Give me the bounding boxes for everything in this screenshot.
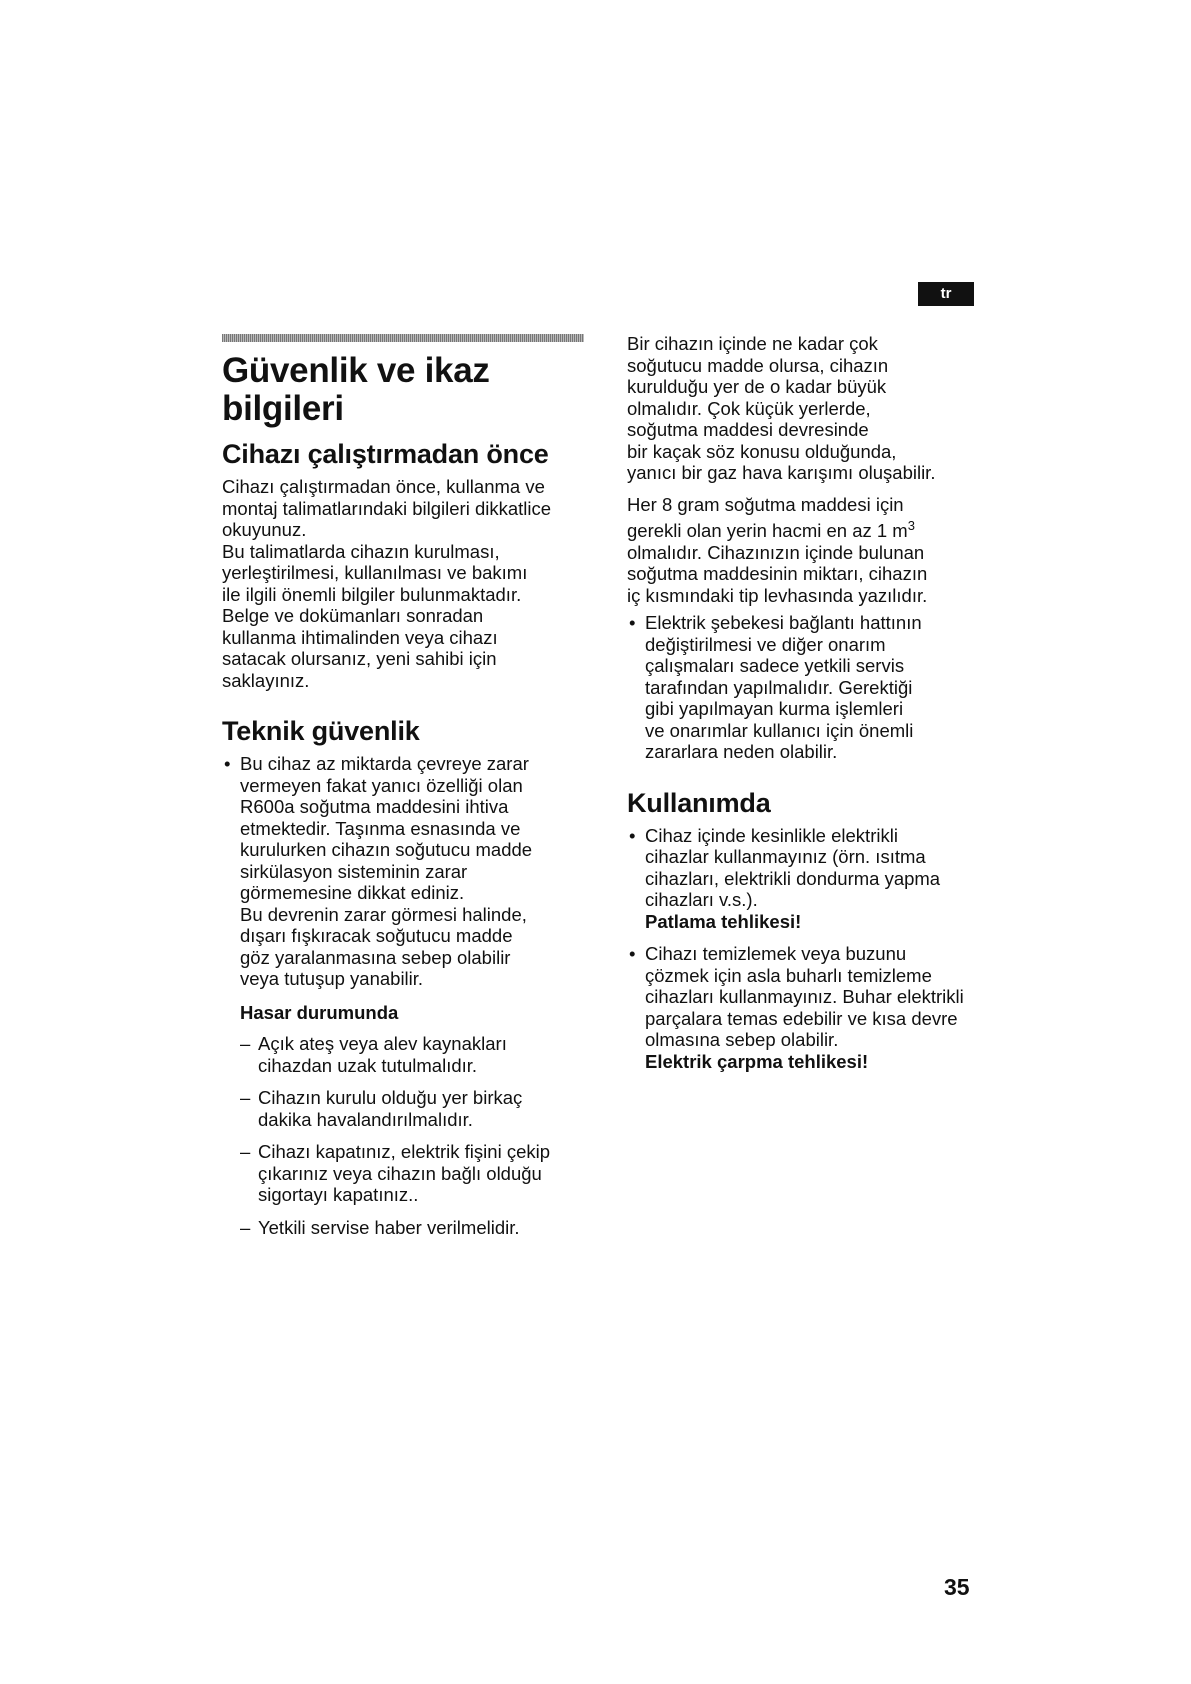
cubic-superscript: 3 (907, 518, 915, 533)
list-item: • Elektrik şebekesi bağlantı hattının değiştirilmesi ve diğer onarım çalışmaları sadece yetkili servis tarafından yapılmalıdır. Gerektiği gibi yapılmayan kurma işlemleri ve onarımlar kullanıcı için önemli zararlara neden olabilir. (627, 612, 992, 763)
list-item: – Açık ateş veya alev kaynakları cihazdan uzak tutulmalıdır. (240, 1033, 592, 1076)
title-rule (222, 334, 584, 342)
damage-subheading: Hasar durumunda (240, 1001, 399, 1023)
list-item-text: Cihazı temizlemek veya buzunu çözmek için asla buharlı temizleme cihazları kullanmayınız. Buhar elektrikli parçalara temas edebilir ve kısa devre olmasına sebep olabilir. (645, 943, 964, 1051)
explosion-warning: Patlama tehlikesi! (645, 910, 802, 932)
damage-steps-list (240, 1033, 592, 1238)
list-item: – Yetkili servise haber verilmelidir. (240, 1217, 592, 1239)
list-item (627, 943, 992, 1072)
section-heading-technical-safety: Teknik güvenlik (222, 716, 420, 746)
in-use-list (627, 825, 992, 1073)
list-item: – Cihazı kapatınız, elektrik fişini çekip çıkarınız veya cihazın bağlı olduğu sigortayı kapatınız.. (240, 1141, 592, 1206)
list-item-text: Cihaz içinde kesinlikle elektrikli cihazlar kullanmayınız (örn. ısıtma cihazları, elektrikli dondurma yapma cihazları v.s.). (645, 824, 941, 911)
intro-paragraph: Cihazı çalıştırmadan önce, kullanma ve montaj talimatlarındaki bilgileri dikkatlice okuyunuz. Bu talimatlarda cihazın kurulması, yerleştirilmesi, kullanılması ve bakımı ile ilgili önemli bilgiler bulunmaktadır. Belge ve dokümanları sonradan kullanma ihtimalinden veya cihazı satacak olursanız, yeni sahibi için saklayınız. (222, 476, 552, 691)
room-volume-text-end: olmalıdır. Cihazınızın içinde bulunan soğutma maddesinin miktarı, cihazın iç kısmındaki tip levhasında yazılıdır. (627, 541, 928, 606)
refrigerant-paragraph: Bir cihazın içinde ne kadar çok soğutucu madde olursa, cihazın kurulduğu yer de o kadar büyük olmalıdır. Çok küçük yerlerde, soğutma maddesi devresinde bir kaçak söz konusu olduğunda, yanıcı bir gaz hava karışımı oluşabilir. (627, 333, 936, 483)
page-title: Güvenlik ve ikaz bilgileri (222, 351, 490, 428)
language-tab: tr (918, 282, 974, 306)
service-list (627, 612, 992, 763)
electric-shock-warning: Elektrik çarpma tehlikesi! (645, 1050, 869, 1072)
room-volume-text: Her 8 gram soğutma maddesi için gerekli olan yerin hacmi en az 1 m (627, 493, 908, 542)
room-volume-paragraph (627, 494, 992, 607)
section-heading-in-use: Kullanımda (627, 787, 771, 818)
left-column (222, 352, 592, 1249)
list-item: – Cihazın kurulu olduğu yer birkaç dakika havalandırılmalıdır. (240, 1087, 592, 1130)
list-item (627, 825, 992, 933)
technical-safety-list (222, 753, 592, 990)
section-heading-before-use: Cihazı çalıştırmadan önce (222, 439, 549, 469)
page-number: 35 (944, 1574, 970, 1600)
list-item: • Bu cihaz az miktarda çevreye zarar vermeyen fakat yanıcı özelliği olan R600a soğutma maddesini ihtiva etmektedir. Taşınma esnasında ve kurulurken cihazın soğutucu madde sirkülasyon sisteminin zarar görmemesine dikkat ediniz. Bu devrenin zarar görmesi halinde, dışarı fışkıracak soğutucu madde göz yaralanmasına sebep olabilir veya tutuşup yanabilir. (222, 753, 592, 990)
right-column (627, 333, 992, 1083)
